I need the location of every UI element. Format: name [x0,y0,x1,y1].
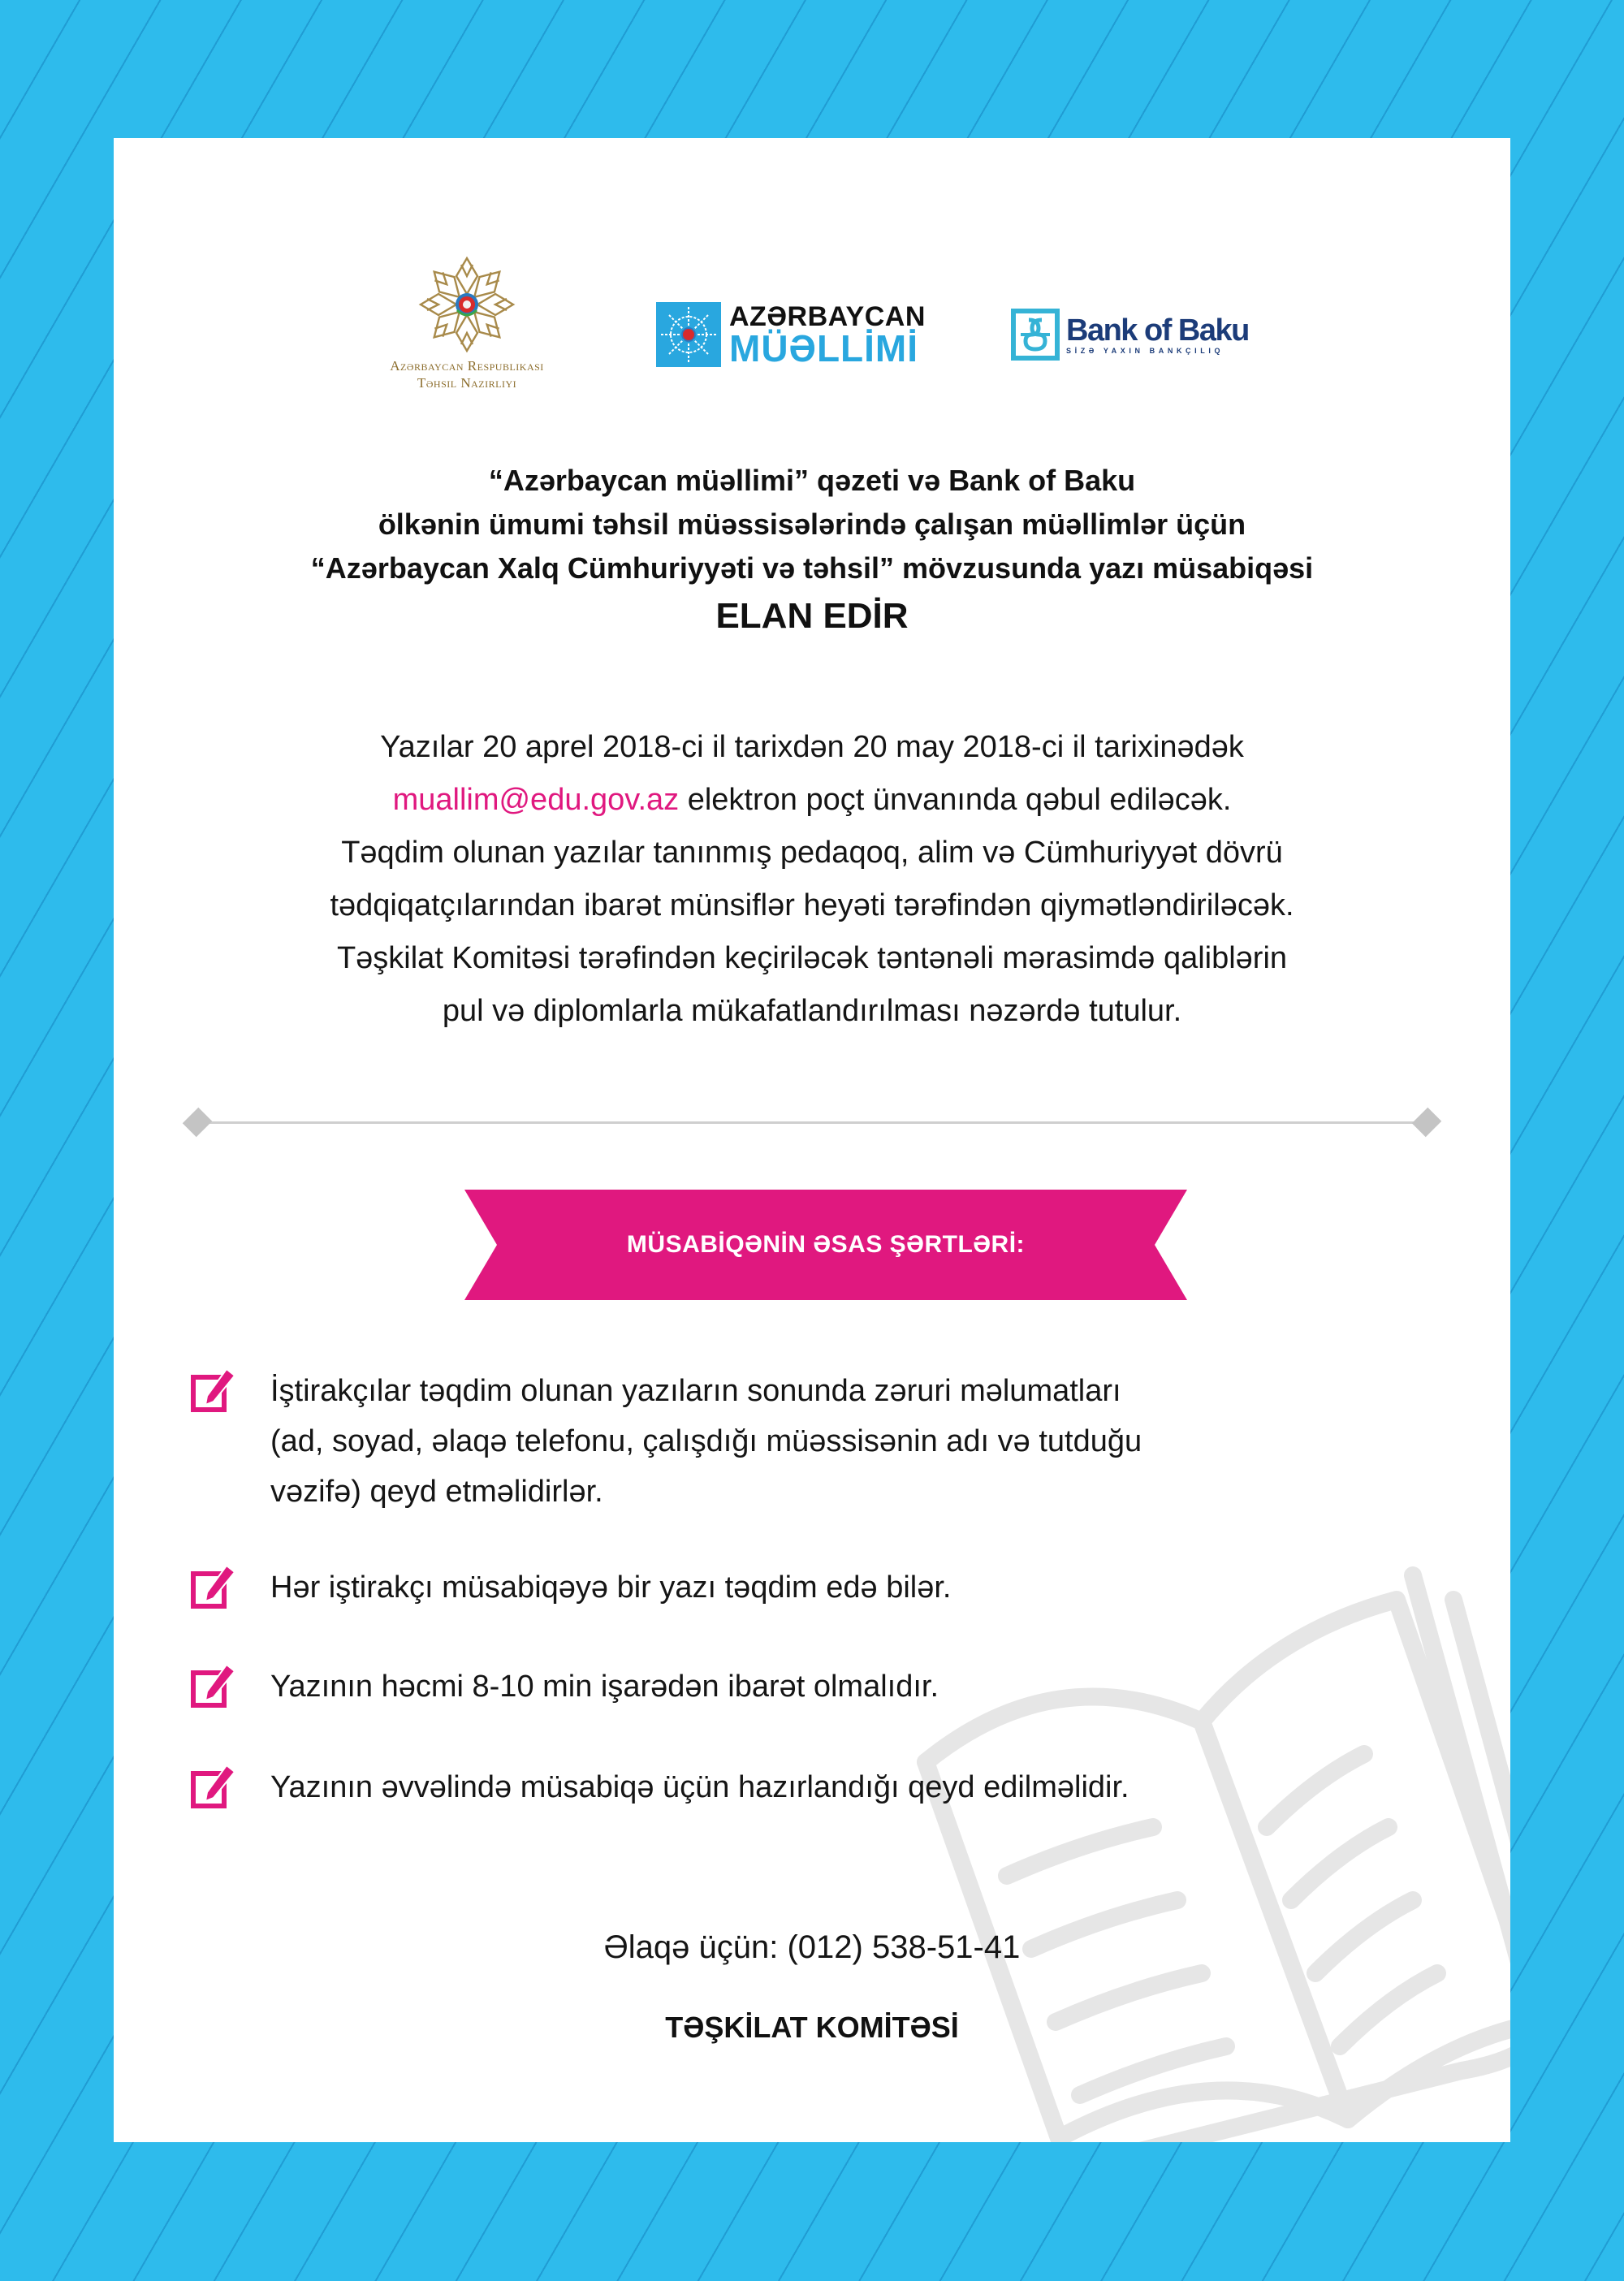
edit-checkbox-icon [191,1564,236,1609]
announce-heading: ELAN EDİR [715,596,909,636]
ministry-name-line2: Təhsil Nazirliyi [417,375,517,391]
contact-label: Əlaqə üçün: [603,1929,788,1965]
headline [114,459,1510,641]
body-line-6: pul və diplomlarla mükafatlandırılması nəzərdə tutulur. [442,994,1182,1028]
bank-chain-icon [1011,309,1060,361]
email-link[interactable]: muallim@edu.gov.az [392,783,680,817]
edit-checkbox-icon [191,1367,236,1413]
headline-line-2: ölkənin ümumi təhsil müəssisələrində çalışan müəllimlər üçün [378,508,1246,541]
condition-3-line-1: Yazının həcmi 8-10 min işarədən ibarət olmalıdır. [270,1670,939,1704]
condition-1-line-2: (ad, soyad, əlaqə telefonu, çalışdığı müəssisənin adı və tutduğu [270,1424,1142,1458]
section-divider [183,1111,1441,1135]
ministry-name-line1: Azərbaycan Respublikası [390,358,544,374]
body-line-4: tədqiqatçılarından ibarət münsiflər heyəti tərəfindən qiymətləndiriləcək. [330,888,1294,922]
newspaper-logo [656,302,926,367]
divider-line [199,1121,1425,1124]
announcement-card [114,138,1510,2142]
body-line-5: Təşkilat Komitəsi tərəfindən keçiriləcək təntənəli mərasimdə qaliblərin [336,941,1288,975]
condition-item [191,1762,1458,1812]
bank-tagline: SİZƏ YAXIN BANKÇILIQ [1066,347,1224,355]
condition-item [191,1366,1458,1517]
condition-4-line-1: Yazının əvvəlində müsabiqə üçün hazırlandığı qeyd edilməlidir. [270,1770,1129,1804]
snowflake-emblem-icon [656,302,721,367]
headline-line-1: “Azərbaycan müəllimi” qəzeti və Bank of Baku [488,464,1136,497]
conditions-list [191,1366,1458,1812]
body-line-2 [187,774,1437,827]
edit-checkbox-icon [191,1663,236,1709]
organizing-committee-signature: TƏŞKİLAT KOMİTƏSİ [665,2011,959,2044]
contact-phone[interactable]: (012) 538-51-41 [787,1929,1021,1965]
announcement-body [187,721,1437,1038]
condition-item [191,1661,1458,1712]
headline-line-3: “Azərbaycan Xalq Cümhuriyyəti və təhsil” mövzusunda yazı müsabiqəsi [310,551,1314,585]
bank-logo [1011,309,1249,361]
body-line-1: Yazılar 20 aprel 2018-ci il tarixdən 20 may 2018-ci il tarixinədək [380,730,1244,764]
condition-2-line-1: Hər iştirakçı müsabiqəyə bir yazı təqdim edə bilər. [270,1570,952,1605]
eight-point-star-emblem-icon [414,252,520,357]
condition-1-line-3: vəzifə) qeyd etməlidirlər. [270,1475,603,1509]
newspaper-name-line2: MÜƏLLİMİ [729,327,919,369]
newspaper-name-line1: AZƏRBAYCAN [729,301,926,332]
body-line-2-rest: elektron poçt ünvanında qəbul ediləcək. [679,783,1232,817]
bank-name: Bank of Baku [1066,313,1249,348]
condition-item [191,1562,1458,1613]
diamond-left-icon [183,1108,212,1137]
edit-checkbox-icon [191,1764,236,1809]
ministry-logo [361,252,572,391]
condition-1-line-1: İştirakçılar təqdim olunan yazıların sonunda zəruri məlumatları [270,1374,1121,1408]
diamond-right-icon [1412,1108,1441,1137]
partner-logos [114,252,1510,414]
ribbon-label: MÜSABİQƏNİN ƏSAS ŞƏRTLƏRİ: [626,1231,1026,1258]
body-line-3: Təqdim olunan yazılar tanınmış pedaqoq, alim və Cümhuriyyət dövrü [341,836,1283,870]
conditions-ribbon [464,1190,1187,1300]
contact-line [114,1925,1510,1970]
